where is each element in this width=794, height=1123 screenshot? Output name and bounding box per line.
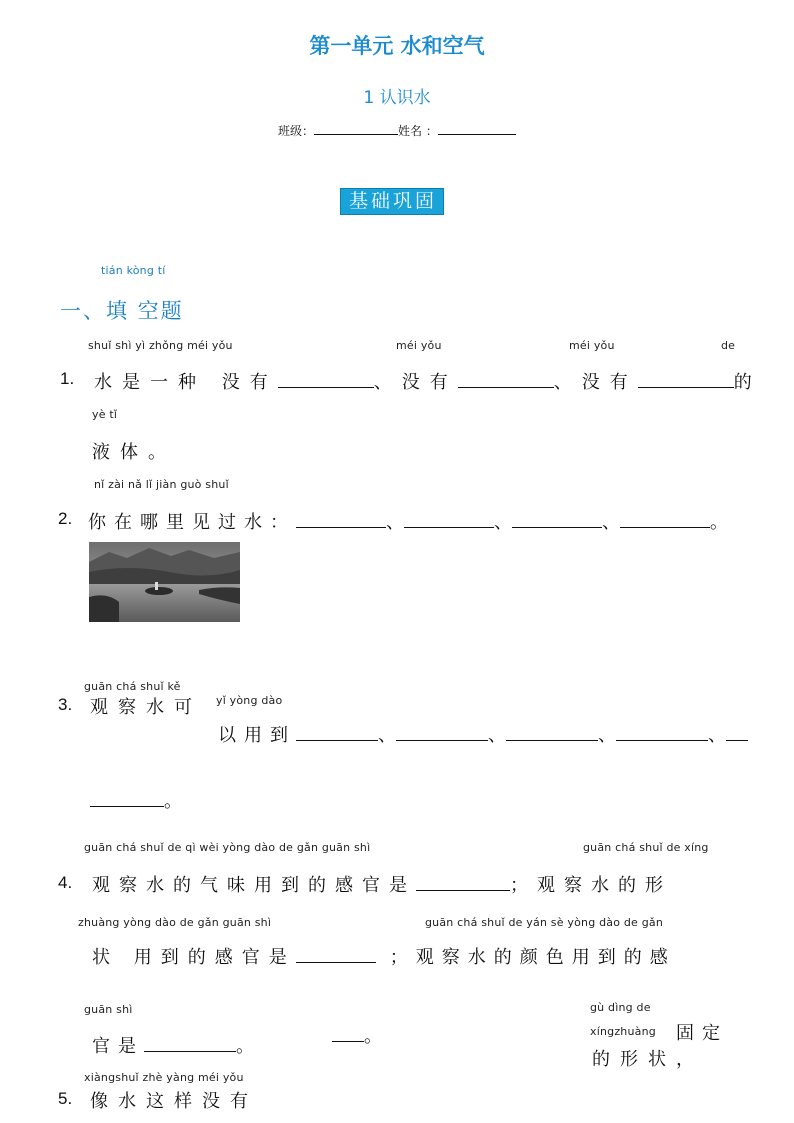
q3-line-2 (90, 787, 182, 813)
q1-blank-1[interactable] (278, 371, 374, 388)
q3-sep-2: 、 (488, 725, 506, 746)
q5-text-c: 的形状， (592, 1049, 704, 1070)
q3-number: 3. (58, 695, 73, 714)
q1-pinyin-d: de (721, 339, 736, 352)
q3-pinyin-a: guān chá shuǐ kě (84, 680, 181, 693)
q4-pinyin-e: guān shì (84, 1003, 133, 1016)
q4-text-b: ；观察水的形 (510, 875, 672, 896)
q4-pinyin-c: zhuàng yòng dào de gǎn guān shì (78, 916, 272, 929)
q1-end: 的 (733, 372, 752, 393)
q4-blank-3[interactable] (144, 1035, 236, 1052)
q5-pinyin-b: gù dìng de (590, 1001, 651, 1014)
q2-sep-3: 、 (602, 512, 620, 533)
q1-pinyin-c: méi yǒu (569, 339, 615, 352)
q4-line-3b (332, 1022, 382, 1048)
q3-blank-1[interactable] (296, 724, 378, 741)
q5-text-b: 固定 (676, 1023, 728, 1044)
q1-line (94, 368, 752, 394)
q1-blank-2[interactable] (458, 371, 554, 388)
q2-sep-2: 、 (494, 512, 512, 533)
q3-sep-4: 、 (708, 725, 726, 746)
q2-sep-1: 、 (386, 512, 404, 533)
q4-text-d: ；观察水的颜色用到的感 (389, 947, 676, 968)
q4-line-2 (92, 943, 676, 969)
lake-island-photo (89, 542, 240, 622)
lake-island-photo-svg (89, 542, 240, 622)
q3-sep-3: 、 (598, 725, 616, 746)
q2-blank-4[interactable] (620, 511, 710, 528)
q1-pinyin-a: shuǐ shì yì zhǒng méi yǒu (88, 339, 233, 352)
q4-blank-2[interactable] (296, 946, 376, 963)
class-field[interactable] (314, 122, 398, 135)
q1-blank-3[interactable] (638, 371, 734, 388)
q1-text-e: 液体。 (92, 442, 176, 463)
section-badge-wrap (340, 186, 444, 213)
q3-text-b: 以用到 (218, 725, 296, 746)
q3-blank-3[interactable] (506, 724, 598, 741)
q2-blank-1[interactable] (296, 511, 386, 528)
q3-blank-4[interactable] (616, 724, 708, 741)
q4-text-e: 官是 (92, 1036, 144, 1057)
q3-blank-2[interactable] (396, 724, 488, 741)
q1-number: 1. (60, 369, 75, 388)
q4-text-c: 状 用到的感官是 (92, 947, 296, 968)
q4-end-2: 。 (364, 1026, 382, 1047)
q1-pinyin-e: yè tǐ (92, 408, 118, 421)
q5-pinyin-c: xíngzhuàng (590, 1025, 656, 1038)
q3-end: 。 (164, 791, 182, 812)
q2-line (88, 508, 728, 534)
q4-pinyin-d: guān chá shuǐ de yán sè yòng dào de gǎn (425, 916, 663, 929)
q5-pinyin-a: xiàngshuǐ zhè yàng méi yǒu (84, 1071, 244, 1084)
part1-heading: 一、填 空题 (60, 299, 184, 323)
name-field[interactable] (438, 122, 516, 135)
q1-sep-2: 、没有 (553, 372, 638, 393)
q5-number: 5. (58, 1089, 73, 1108)
q1-text-a: 水是一种 没有 (94, 372, 278, 393)
q1-pinyin-b: méi yǒu (396, 339, 442, 352)
q3-blank-5b[interactable] (90, 790, 164, 807)
q2-pinyin: nǐ zài nǎ lǐ jiàn guò shuǐ (94, 478, 229, 491)
q2-blank-2[interactable] (404, 511, 494, 528)
q3-text-a: 观察水可 (90, 697, 202, 718)
q2-number: 2. (58, 509, 73, 528)
q2-end: 。 (710, 512, 728, 533)
q4-end: 。 (236, 1036, 254, 1057)
q1-sep-1: 、没有 (373, 372, 458, 393)
q4-pinyin-b: guān chá shuǐ de xíng (583, 841, 709, 854)
q2-text: 你在哪里见过水： (88, 512, 296, 533)
q2-blank-3[interactable] (512, 511, 602, 528)
lesson-title: 1 认识水 (363, 88, 431, 108)
part1-pinyin: tián kòng tí (101, 264, 166, 277)
q4-line-1 (92, 871, 672, 897)
student-info-line (278, 122, 516, 139)
unit-title: 第一单元 水和空气 (309, 34, 485, 58)
q4-line-3 (92, 1032, 254, 1058)
q4-pinyin-a: guān chá shuǐ de qì wèi yòng dào de gǎn guān shì (84, 841, 371, 854)
q5-text-a: 像水这样没有 (90, 1091, 258, 1112)
q4-blank-4[interactable] (332, 1025, 364, 1042)
q3-line (218, 721, 748, 747)
q3-sep-1: 、 (378, 725, 396, 746)
section-badge: 基础巩固 (340, 188, 444, 215)
q4-text-a: 观察水的气味用到的感官是 (92, 875, 416, 896)
q4-number: 4. (58, 873, 73, 892)
name-label: 姓名 ： (398, 124, 438, 138)
q3-pinyin-b: yǐ yòng dào (216, 694, 283, 707)
q4-blank-1[interactable] (416, 874, 510, 891)
class-label: 班级： (278, 124, 315, 138)
q3-blank-5a[interactable] (726, 724, 748, 741)
